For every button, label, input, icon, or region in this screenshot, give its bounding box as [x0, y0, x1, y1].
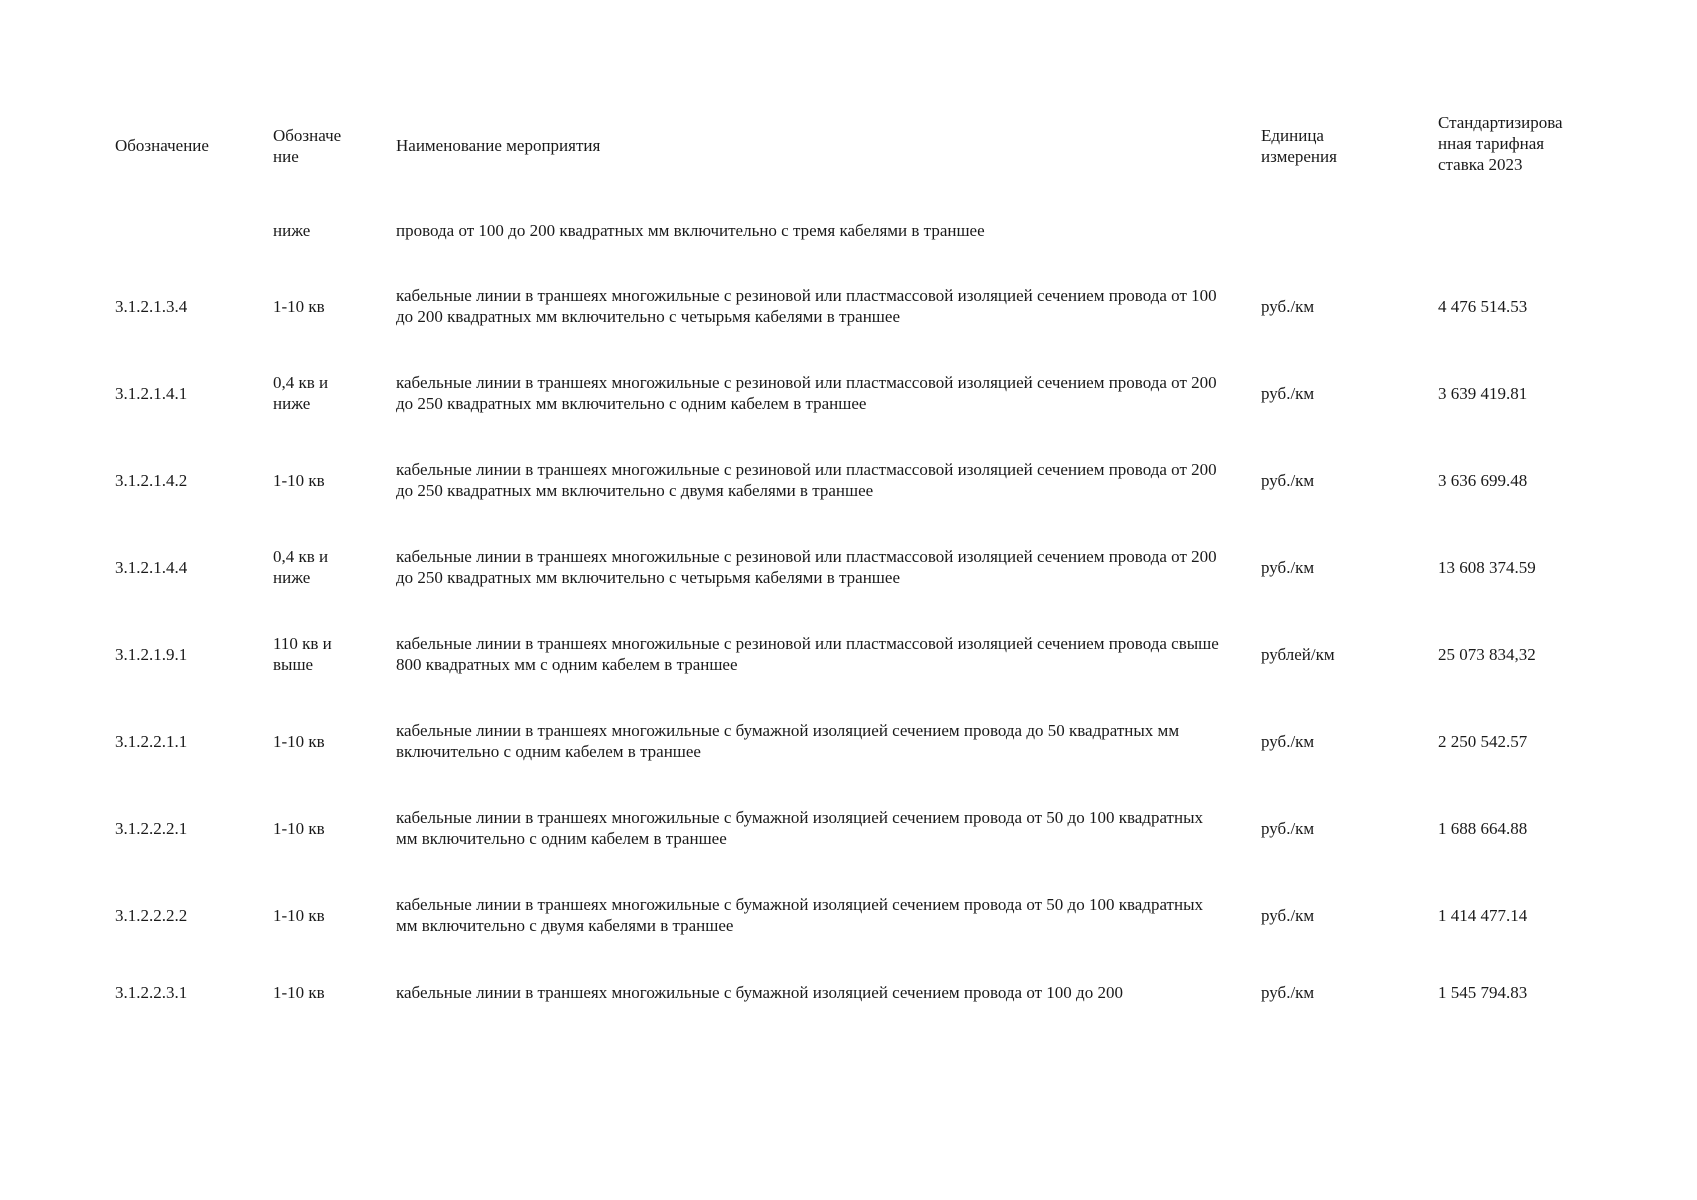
row-name: кабельные линии в траншеях многожильные с бумажной изоляцией сечением провода от 100 до 200	[396, 983, 1123, 1002]
row-unit: руб./км	[1261, 471, 1315, 490]
row-unit: руб./км	[1261, 906, 1315, 925]
row-unit: руб./км	[1261, 732, 1315, 751]
row-unit: руб./км	[1261, 384, 1315, 403]
row-code: 3.1.2.1.3.4	[115, 297, 188, 316]
row-unit: рублей/км	[1261, 645, 1335, 664]
row-code: 3.1.2.1.9.1	[115, 645, 188, 664]
row-rate: 1 545 794.83	[1438, 983, 1528, 1002]
row-name: кабельные линии в траншеях многожильные с резиновой или пластмассовой изоляцией сечением провода от 100 до 200 квадратных мм включительно с четырьмя кабелями в траншее	[396, 286, 1217, 326]
row-code: 3.1.2.1.4.4	[115, 558, 188, 577]
row-voltage: 0,4 кв и ниже	[273, 547, 329, 587]
header-voltage: Обозначе ние	[273, 126, 342, 166]
row-voltage: 1-10 кв	[273, 819, 325, 838]
row-voltage: 1-10 кв	[273, 732, 325, 751]
row-rate: 2 250 542.57	[1438, 732, 1528, 751]
row-voltage: 1-10 кв	[273, 471, 325, 490]
row-voltage: 110 кв и выше	[273, 634, 332, 674]
row-name: кабельные линии в траншеях многожильные с бумажной изоляцией сечением провода от 50 до 100 квадратных мм включительно с одним кабелем в траншее	[396, 808, 1204, 848]
row-rate: 1 688 664.88	[1438, 819, 1528, 838]
row-name: провода от 100 до 200 квадратных мм включительно с тремя кабелями в траншее	[396, 221, 985, 240]
row-code: 3.1.2.2.2.1	[115, 819, 188, 838]
row-code: 3.1.2.2.2.2	[115, 906, 188, 925]
row-code: 3.1.2.2.3.1	[115, 983, 188, 1002]
row-voltage: 1-10 кв	[273, 983, 325, 1002]
row-unit: руб./км	[1261, 983, 1315, 1002]
row-name: кабельные линии в траншеях многожильные с резиновой или пластмассовой изоляцией сечением провода от 200 до 250 квадратных мм включительно с четырьмя кабелями в траншее	[396, 547, 1217, 587]
row-name: кабельные линии в траншеях многожильные с резиновой или пластмассовой изоляцией сечением провода от 200 до 250 квадратных мм включительно с одним кабелем в траншее	[396, 373, 1217, 413]
row-unit: руб./км	[1261, 297, 1315, 316]
header-rate: Стандартизирова нная тарифная ставка 2023	[1438, 113, 1563, 174]
row-name: кабельные линии в траншеях многожильные с резиновой или пластмассовой изоляцией сечением провода от 200 до 250 квадратных мм включительно с двумя кабелями в траншее	[396, 460, 1217, 500]
row-rate: 1 414 477.14	[1438, 906, 1528, 925]
header-code: Обозначение	[115, 136, 209, 155]
row-voltage: 0,4 кв и ниже	[273, 373, 329, 413]
row-code: 3.1.2.2.1.1	[115, 732, 188, 751]
row-unit: руб./км	[1261, 558, 1315, 577]
row-name: кабельные линии в траншеях многожильные с резиновой или пластмассовой изоляцией сечением провода свыше 800 квадратных мм с одним кабелем в траншее	[396, 634, 1219, 674]
row-name: кабельные линии в траншеях многожильные с бумажной изоляцией сечением провода до 50 квадратных мм включительно с одним кабелем в траншее	[396, 721, 1180, 761]
row-rate: 3 636 699.48	[1438, 471, 1528, 490]
row-rate: 4 476 514.53	[1438, 297, 1528, 316]
header-unit: Единица измерения	[1261, 126, 1337, 166]
row-voltage: ниже	[273, 221, 311, 240]
row-voltage: 1-10 кв	[273, 906, 325, 925]
header-name: Наименование мероприятия	[396, 136, 601, 155]
row-rate: 25 073 834,32	[1438, 645, 1536, 664]
row-voltage: 1-10 кв	[273, 297, 325, 316]
row-rate: 3 639 419.81	[1438, 384, 1528, 403]
row-code: 3.1.2.1.4.1	[115, 384, 188, 403]
row-code: 3.1.2.1.4.2	[115, 471, 188, 490]
row-rate: 13 608 374.59	[1438, 558, 1536, 577]
row-name: кабельные линии в траншеях многожильные с бумажной изоляцией сечением провода от 50 до 100 квадратных мм включительно с двумя кабелями в траншее	[396, 895, 1204, 935]
row-unit: руб./км	[1261, 819, 1315, 838]
